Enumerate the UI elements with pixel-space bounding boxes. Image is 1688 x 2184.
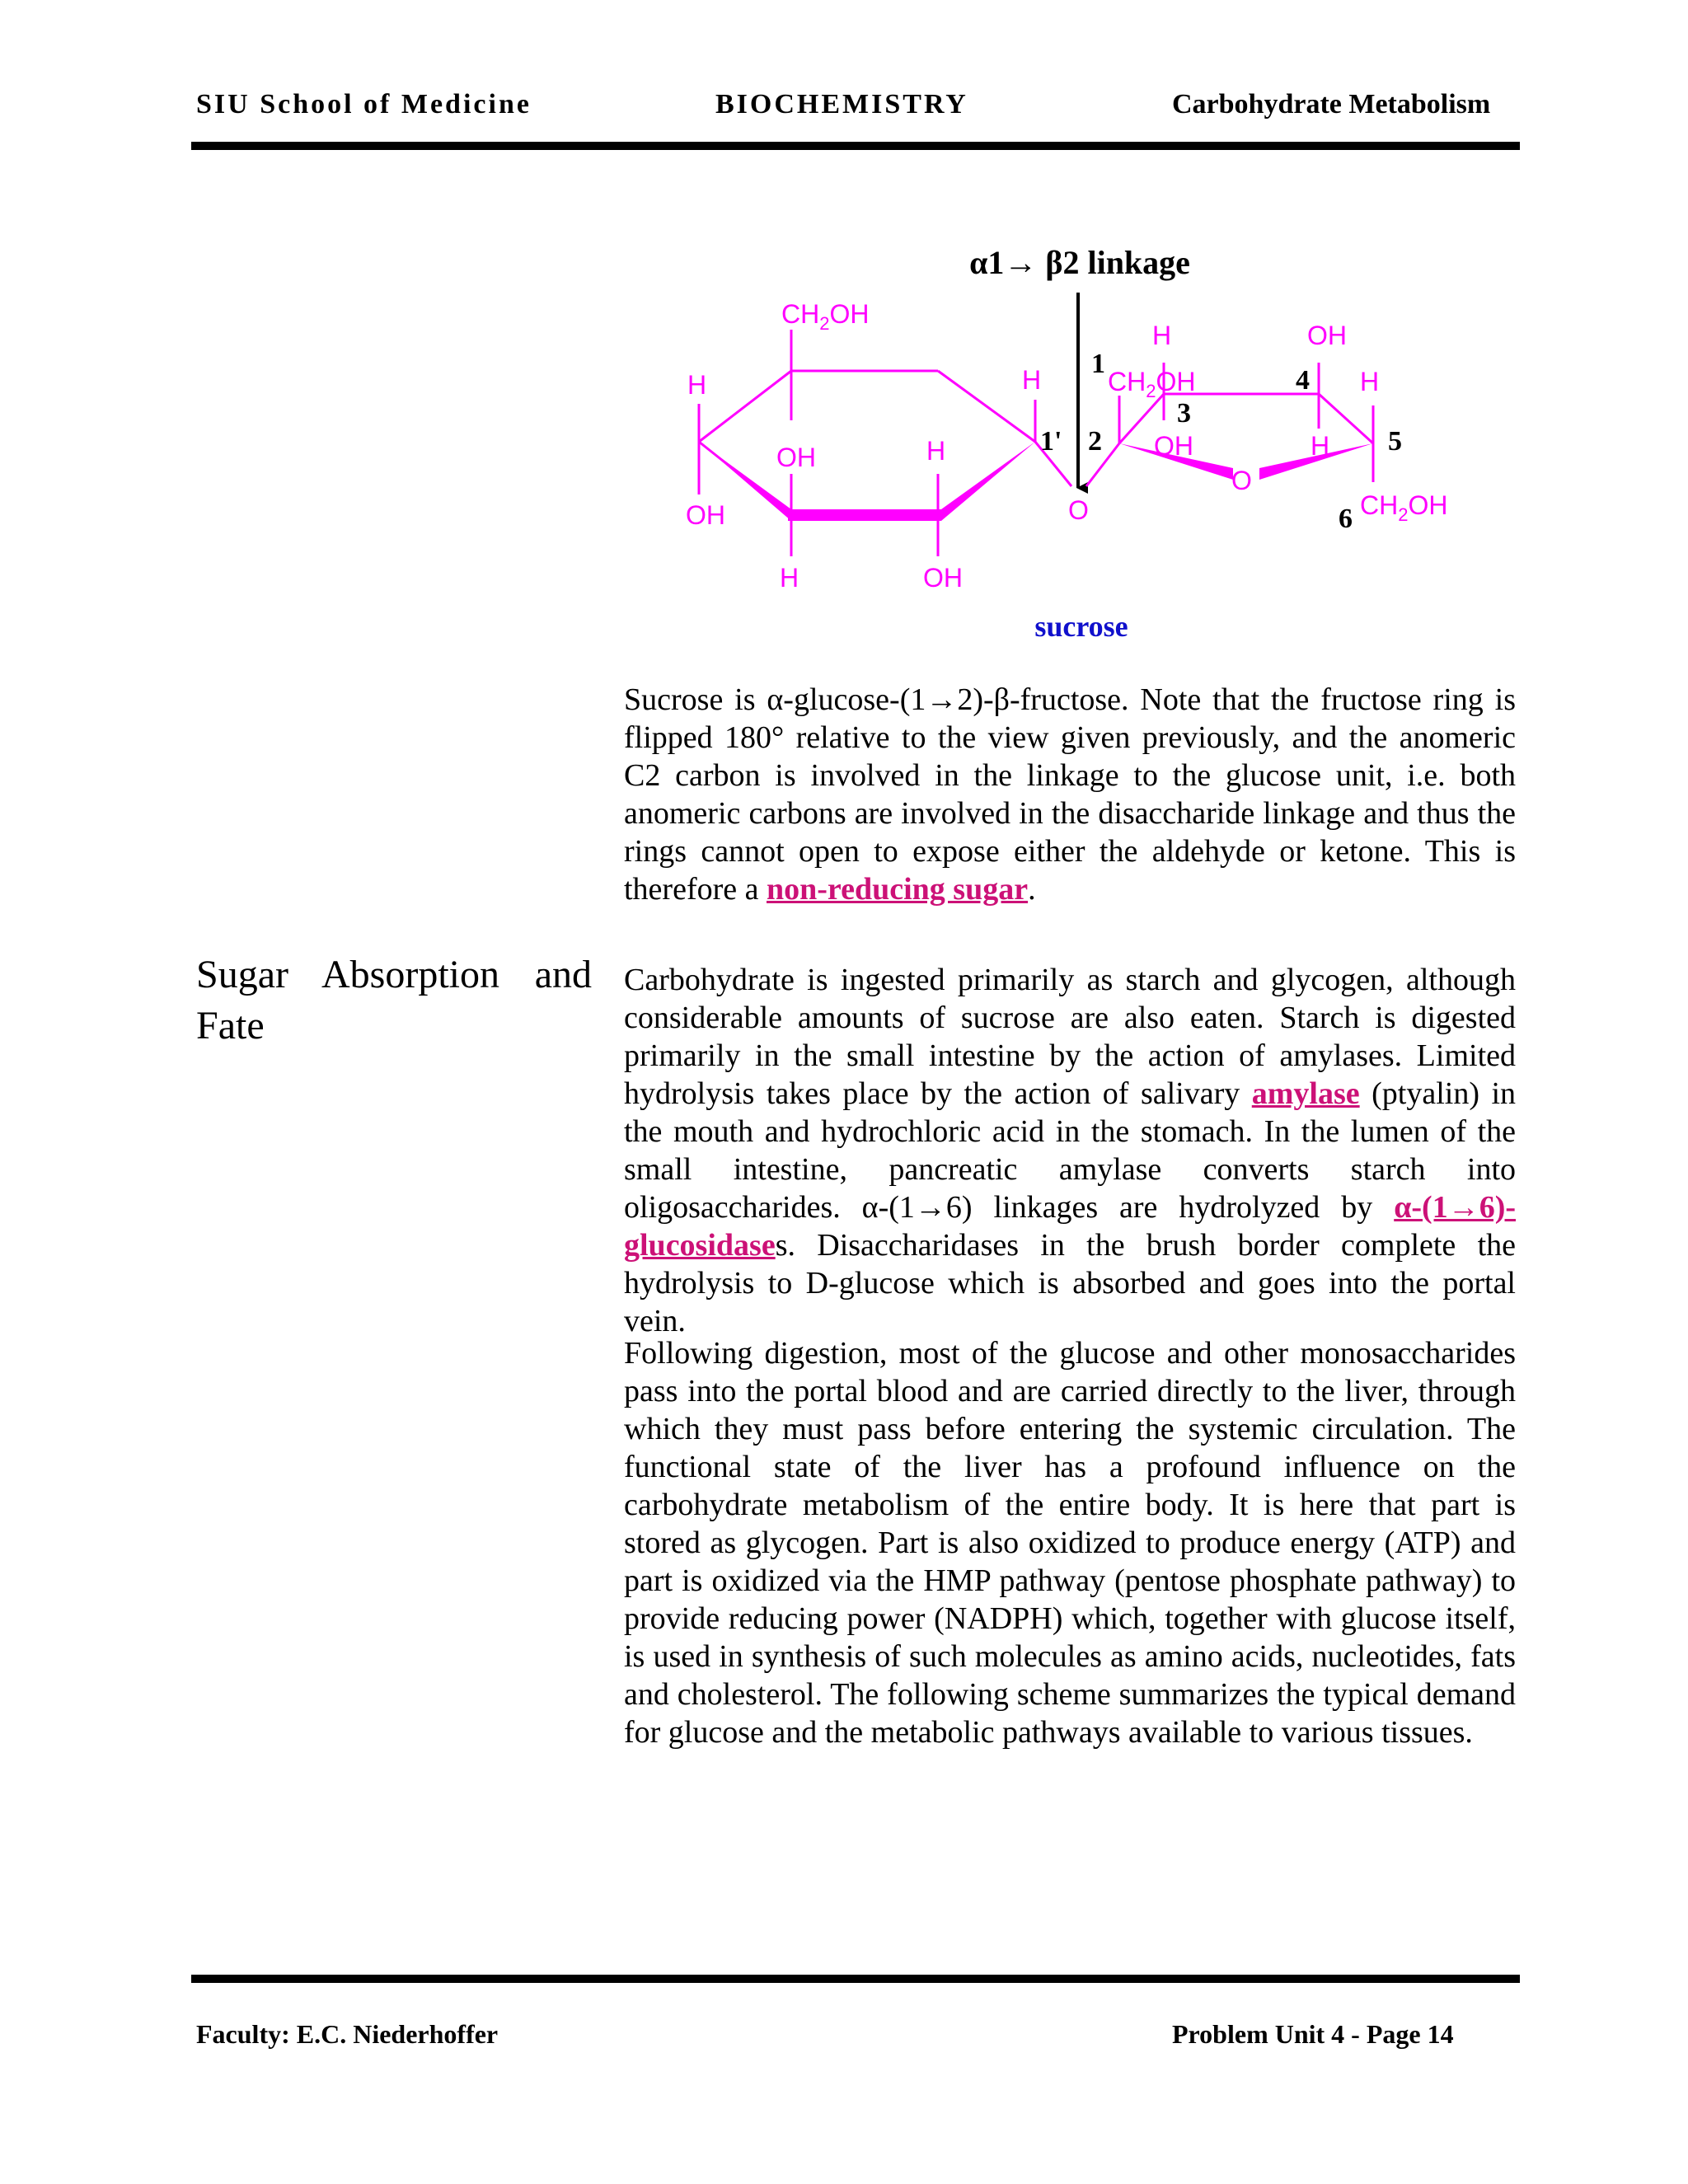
glucose-c5-h-label: H	[687, 370, 707, 400]
liver-metabolism-paragraph: Following digestion, most of the glucose and other monosaccharides pass into the portal blood and are carried directly to the liver, through which they must pass before entering the systemic circulation. The functional state of the liver has a profound influence on the carbohydrate metabolism of the entire body. It is here that part is stored as glycogen. Part is also oxidized to produce energy (ATP) and part is oxidized via the HMP pathway (pentose phosphate pathway) to provide reducing power (NADPH) which, together with glucose itself, is used in synthesis of such molecules as amino acids, nucleotides, fats and cholesterol. The following scheme summarizes the typical demand for glucose and the metabolic pathways available to various tissues.	[624, 1336, 1516, 1750]
carbon-number-3: 3	[1177, 398, 1191, 429]
fructose-c3-oh-label: OH	[1154, 431, 1193, 461]
sucrose-description-paragraph: Sucrose is α-glucose-(1→2)-β-fructose. Note that the fructose ring is flipped 180° relative to the view given previously, and the anomeric C2 carbon is involved in the linkage to the glucose unit, i.e. both anomeric carbons are involved in the disaccharide linkage and thus the rings cannot open to expose either the aldehyde or ketone. This is therefore a non-reducing sugar.	[624, 682, 1516, 907]
footer-page-number: Problem Unit 4 - Page 14	[1172, 2019, 1454, 2049]
fructose-c4-oh-label: OH	[1307, 321, 1347, 350]
glucosidase-link[interactable]: α-(1→6)-glucosidase	[624, 1190, 1517, 1263]
amylase-link[interactable]: amylase	[1251, 1076, 1360, 1111]
fructose-c4-h-label: H	[1311, 431, 1330, 461]
footer-rule	[191, 1975, 1520, 1983]
carbon-number-6: 6	[1339, 504, 1353, 534]
glucose-c2-h-label: H	[926, 436, 946, 466]
glucose-c4-oh-label: OH	[686, 500, 725, 530]
glucose-ring-wedge-right	[941, 442, 1035, 521]
carbon-number-1-prime: 1'	[1040, 426, 1062, 457]
fructose-c1-ch2-label: $CH_2OH$	[1108, 367, 1196, 401]
glucose-ring	[699, 330, 1071, 556]
footer-faculty: Faculty: E.C. Niederhoffer	[196, 2019, 499, 2049]
fructose-c5-h-label: H	[1360, 367, 1380, 396]
glucose-ring-bold-edge	[788, 509, 941, 521]
carbon-number-2: 2	[1088, 426, 1102, 457]
glucose-c1-h-label: H	[1022, 365, 1042, 395]
carbon-number-5: 5	[1388, 426, 1402, 457]
fructose-c6-ch2-label: $CH_2OH$	[1360, 490, 1448, 525]
header-topic: Carbohydrate Metabolism	[1172, 89, 1491, 120]
section-heading-sugar-absorption: Sugar Absorption and Fate	[196, 953, 592, 1047]
digestion-paragraph: Carbohydrate is ingested primarily as starch and glycogen, although considerable amounts of sucrose are also eaten. Starch is digested primarily in the small intestine by the action of amylases. Limited hydrolysis takes place by the action of salivary amylase (ptyalin) in the mouth and hydrochloric acid in the stomach. In the lumen of the small intestine, pancreatic amylase converts starch into oligosaccharides. α-(1→6) linkages are hydrolyzed by α-(1→6)-glucosidases. Disaccharidases in the brush border complete the hydrolysis to D-glucose which is absorbed and goes into the portal vein.	[624, 963, 1517, 1338]
glucose-c3-h-label: H	[780, 563, 799, 593]
fructose-ring-oxygen-label: O	[1231, 466, 1252, 495]
linkage-label: α1→ β2 linkage	[969, 244, 1190, 281]
glucose-c2-oh-label: OH	[923, 563, 963, 593]
non-reducing-sugar-link[interactable]: non-reducing sugar	[767, 872, 1029, 907]
header-school: SIU School of Medicine	[196, 89, 532, 120]
glycosidic-oxygen-label: O	[1068, 495, 1089, 525]
figure-caption: sucrose	[1034, 610, 1128, 643]
carbon-number-1: 1	[1091, 349, 1105, 379]
fructose-c3-h-label: H	[1152, 321, 1172, 350]
glucose-c3-oh-label: OH	[776, 443, 816, 472]
glucose-c6-ch2-label: $CH_2OH$	[781, 299, 870, 334]
header-subject: BIOCHEMISTRY	[715, 89, 968, 120]
carbon-number-4: 4	[1296, 365, 1310, 396]
